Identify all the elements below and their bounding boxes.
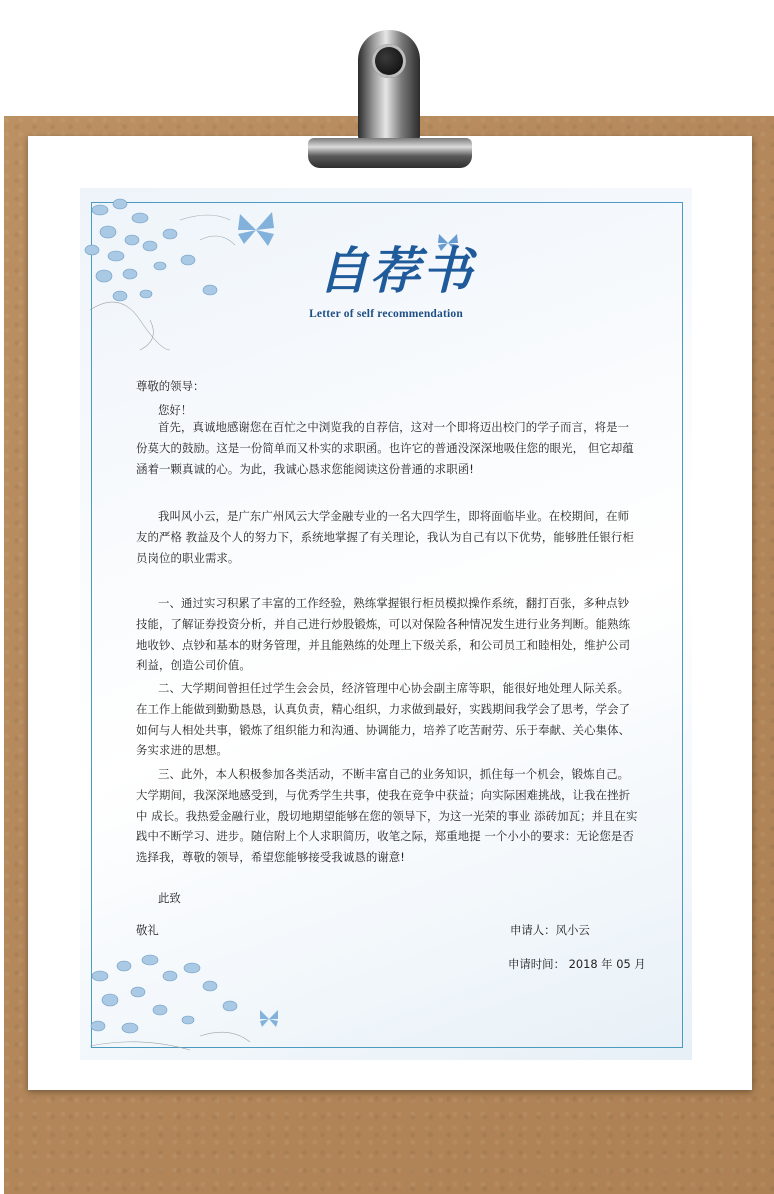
paragraph-self-intro: 我叫风小云，是广东广州风云大学金融专业的一名大四学生，即将面临毕业。在校期间，在师友的严格 教益及个人的努力下，系统地掌握了有关理论，我认为自己有以下优势，能够胜任银行柜员岗位的职业需求。 [136, 509, 634, 565]
binder-clip-plate [308, 138, 472, 168]
paragraph-point-3: 三、此外，本人积极参加各类活动，不断丰富自己的业务知识，抓住每一个机会，锻炼自己。大学期间，我深深地感受到，与优秀学生共事，使我在竞争中获益；向实际困难挑战，让我在挫折中 成长。我热爱金融行业，殷切地期望能够在您的领导下，为这一光荣的事业 添砖加瓦；并且在实践中不断学习、进步。随信附上个人求职简历，收笔之际，郑重地提 一个小小的要求：无论您是否选择我，尊敬的领导，希望您能够接受我诚恳的谢意! [136, 767, 638, 865]
page-subtitle: Letter of self recommendation [309, 308, 463, 320]
flower-cluster-icon [80, 190, 240, 360]
closing-line-1: 此致 [158, 891, 181, 905]
application-date: 申请时间： 2018 年 05 月 [508, 957, 646, 971]
paragraph-point-2: 二、大学期间曾担任过学生会会员，经济管理中心协会副主席等职，能很好地处理人际关系。在工作上能做到勤勤恳恳，认真负责，精心组织，力求做到最好，实践期间我学会了思考，学会了如何与人相处共事，锻炼了组织能力和沟通、协调能力，培养了吃苦耐劳、乐于奉献、关心集体、务实求进的思想。 [136, 681, 631, 758]
closing-line-2: 敬礼 [136, 923, 159, 937]
binder-clip-icon [306, 26, 474, 176]
applicant-name: 申请人：风小云 [510, 923, 590, 937]
paragraph-point-1: 一、通过实习积累了丰富的工作经验，熟练掌握银行柜员模拟操作系统，翻打百张，多种点钞技能，了解证券投资分析，并自己进行炒股锻炼，可以对保险各种情况发生进行业务判断。能熟练地收钞、点钞和基本的财务管理，并且能熟练的处理上下级关系，和公司员工和睦相处，维护公司利益，创造公司价值。 [136, 596, 631, 673]
salutation: 尊敬的领导： [136, 379, 205, 393]
greeting: 您好！ [158, 403, 193, 417]
paragraph-intro: 首先，真诚地感谢您在百忙之中浏览我的自荐信，这对一个即将迈出校门的学子而言，将是一份莫大的鼓励。这是一份简单而又朴实的求职函。也许它的普通没深深地吸住您的眼光， 但它却蕴涵着一颗真诚的心。为此，我诚心恳求您能阅读这份普通的求职函! [136, 420, 634, 476]
page-title: 自荐书 [318, 241, 474, 300]
flower-cluster-icon [80, 946, 280, 1060]
butterfly-icon [234, 208, 278, 252]
binder-clip-hole [372, 44, 406, 78]
butterfly-icon [258, 1008, 280, 1030]
